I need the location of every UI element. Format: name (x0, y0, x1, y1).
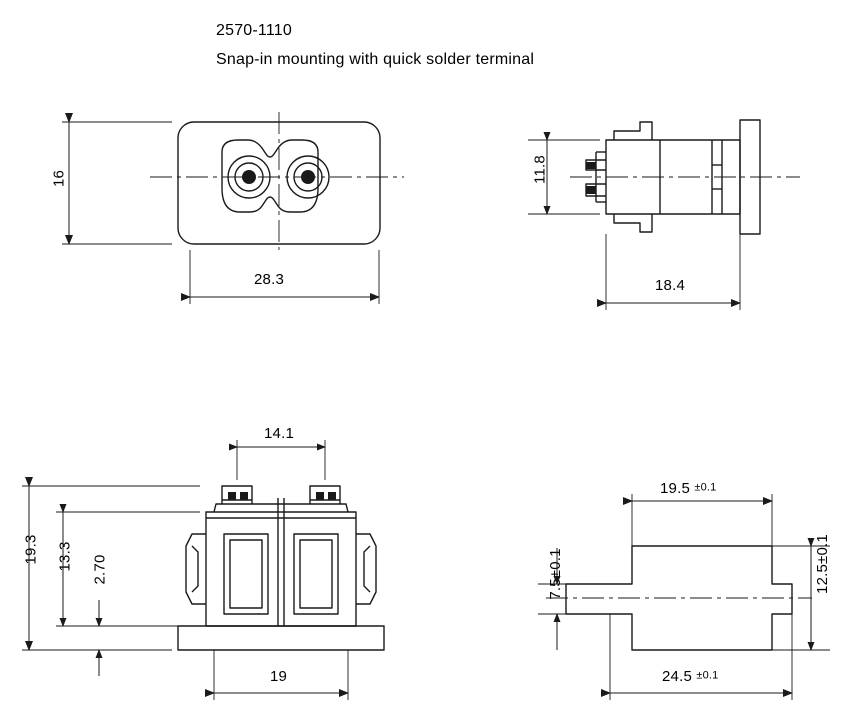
dim-cutout-total-width (662, 668, 719, 685)
page-subtitle: Snap-in mounting with quick solder terminal (216, 51, 535, 68)
side-view-outline (586, 120, 760, 234)
dim-front-width-lines (190, 250, 379, 304)
dim-cutout-total-width-lines (610, 614, 792, 700)
panel-cutout-outline (566, 546, 792, 650)
rear-view-outline (178, 486, 384, 650)
dim-side-width-lines (606, 234, 740, 310)
dim-cutout-inner-width-value: 19.5 (660, 480, 690, 497)
dim-cutout-right-height-tol: ±0.1 (814, 534, 831, 564)
dim-rear-body-height-lines (56, 512, 200, 626)
dim-rear-body-height: 13.3 (56, 541, 74, 572)
dim-cutout-right-height (814, 523, 832, 605)
dim-cutout-total-width-value: 24.5 (662, 668, 692, 685)
dim-rear-terminal-height: 2.70 (91, 554, 109, 585)
dim-cutout-inner-width (660, 480, 717, 497)
dim-cutout-left-height (547, 537, 565, 611)
page-title: 2570-1110 (216, 22, 292, 39)
front-view-outline (178, 122, 380, 244)
dim-rear-top-width-lines (237, 440, 325, 480)
dim-cutout-left-height-value: 7.5 (547, 578, 564, 600)
dim-cutout-left-height-tol: ±0.1 (547, 548, 564, 579)
dim-front-height: 16 (50, 169, 68, 188)
dim-rear-base-width: 19 (270, 668, 288, 685)
dim-cutout-total-width-tol: ±0.1 (696, 669, 719, 682)
dim-rear-total-height: 19.3 (22, 534, 40, 565)
dim-front-height-lines (62, 122, 172, 244)
dim-cutout-right-height-value: 12.5 (814, 563, 831, 594)
dim-rear-total-height-lines (22, 486, 200, 650)
dim-front-width: 28.3 (254, 271, 284, 288)
dim-side-width: 18.4 (655, 277, 685, 294)
dim-rear-top-width: 14.1 (264, 425, 294, 442)
dim-side-height: 11.8 (531, 155, 549, 184)
front-view-centerlines (150, 112, 404, 250)
dim-cutout-inner-width-tol: ±0.1 (694, 481, 717, 494)
dim-cutout-inner-width-lines (632, 494, 772, 546)
dim-rear-terminal-height-lines (92, 600, 200, 676)
